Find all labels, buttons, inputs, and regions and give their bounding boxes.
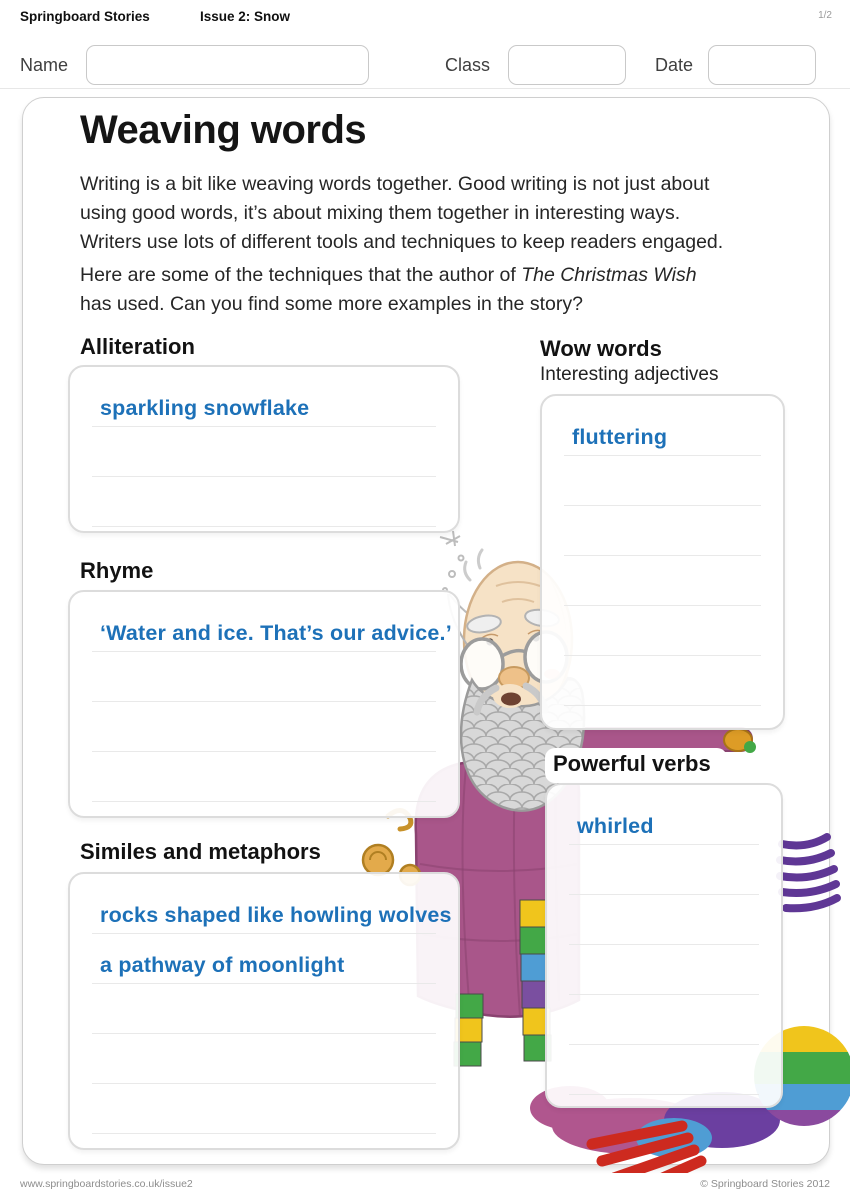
handwritten-entry: a pathway of moonlight — [100, 953, 345, 977]
writing-line — [564, 556, 761, 606]
handwritten-entry: ‘Water and ice. That’s our advice.’ — [100, 621, 452, 645]
heading-rhyme: Rhyme — [80, 558, 154, 583]
writing-line — [92, 1084, 436, 1134]
class-label: Class — [445, 55, 491, 75]
handwritten-entry: whirled — [577, 814, 654, 838]
purple-fringe — [780, 837, 837, 908]
alliteration-box[interactable] — [68, 365, 460, 533]
name-input[interactable] — [86, 45, 369, 85]
writing-line — [92, 477, 436, 527]
class-input[interactable] — [508, 45, 626, 85]
powerful-verbs-box[interactable] — [545, 783, 783, 1108]
writing-line — [92, 602, 452, 652]
header-divider — [0, 88, 850, 89]
footer-copyright: © Springboard Stories 2012 — [700, 1178, 830, 1190]
intro-line: Writing is a bit like weaving words together. Good writing is not just about — [80, 173, 710, 195]
heading-alliteration: Alliteration — [80, 334, 195, 359]
writing-line — [92, 427, 436, 477]
page-title: Weaving words — [80, 108, 367, 152]
writing-line — [569, 1045, 759, 1095]
footer-url: www.springboardstories.co.uk/issue2 — [20, 1178, 193, 1190]
date-input[interactable] — [708, 45, 816, 85]
wow-words-box[interactable] — [540, 394, 785, 730]
writing-line — [569, 845, 759, 895]
writing-line — [92, 934, 436, 984]
intro-paragraph-1 — [80, 170, 723, 257]
writing-line — [92, 752, 436, 802]
brand-title: Springboard Stories — [20, 9, 150, 24]
writing-line — [569, 995, 759, 1045]
writing-line — [92, 984, 436, 1034]
writing-line — [92, 702, 436, 752]
page-number: 1/2 — [818, 10, 832, 21]
name-label: Name — [20, 55, 69, 75]
intro-line: Writers use lots of different tools and techniques to keep readers engaged. — [80, 231, 724, 253]
heading-similes: Similes and metaphors — [80, 839, 321, 864]
handwritten-entry: sparkling snowflake — [100, 396, 310, 420]
writing-line — [92, 652, 436, 702]
writing-line — [564, 656, 761, 706]
intro-text: Here are some of the techniques that the author of — [80, 264, 522, 286]
date-label: Date — [655, 55, 694, 75]
handwritten-entry: fluttering — [572, 425, 668, 449]
handwritten-entry: rocks shaped like howling wolves — [100, 903, 452, 927]
writing-line — [92, 1034, 436, 1084]
writing-line — [569, 895, 759, 945]
intro-line — [80, 261, 697, 290]
writing-line — [564, 456, 761, 506]
writing-line — [564, 606, 761, 656]
rhyme-box[interactable] — [68, 590, 460, 818]
issue-title: Issue 2: Snow — [200, 9, 291, 24]
heading-powerful-verbs: Powerful verbs — [545, 748, 727, 783]
story-title-italic: The Christmas Wish — [521, 264, 697, 286]
writing-line — [569, 795, 759, 845]
writing-line — [569, 945, 759, 995]
subheading-interesting-adjectives: Interesting adjectives — [540, 364, 719, 385]
intro-paragraph-2 — [80, 261, 697, 319]
heading-wow-words: Wow words — [540, 336, 662, 361]
writing-line — [92, 884, 452, 934]
writing-line — [564, 406, 761, 456]
similes-box[interactable] — [68, 872, 460, 1150]
writing-line — [92, 377, 436, 427]
writing-line — [564, 506, 761, 556]
intro-line: using good words, it’s about mixing them together in interesting ways. — [80, 202, 681, 224]
intro-line: has used. Can you find some more examples in the story? — [80, 293, 583, 315]
